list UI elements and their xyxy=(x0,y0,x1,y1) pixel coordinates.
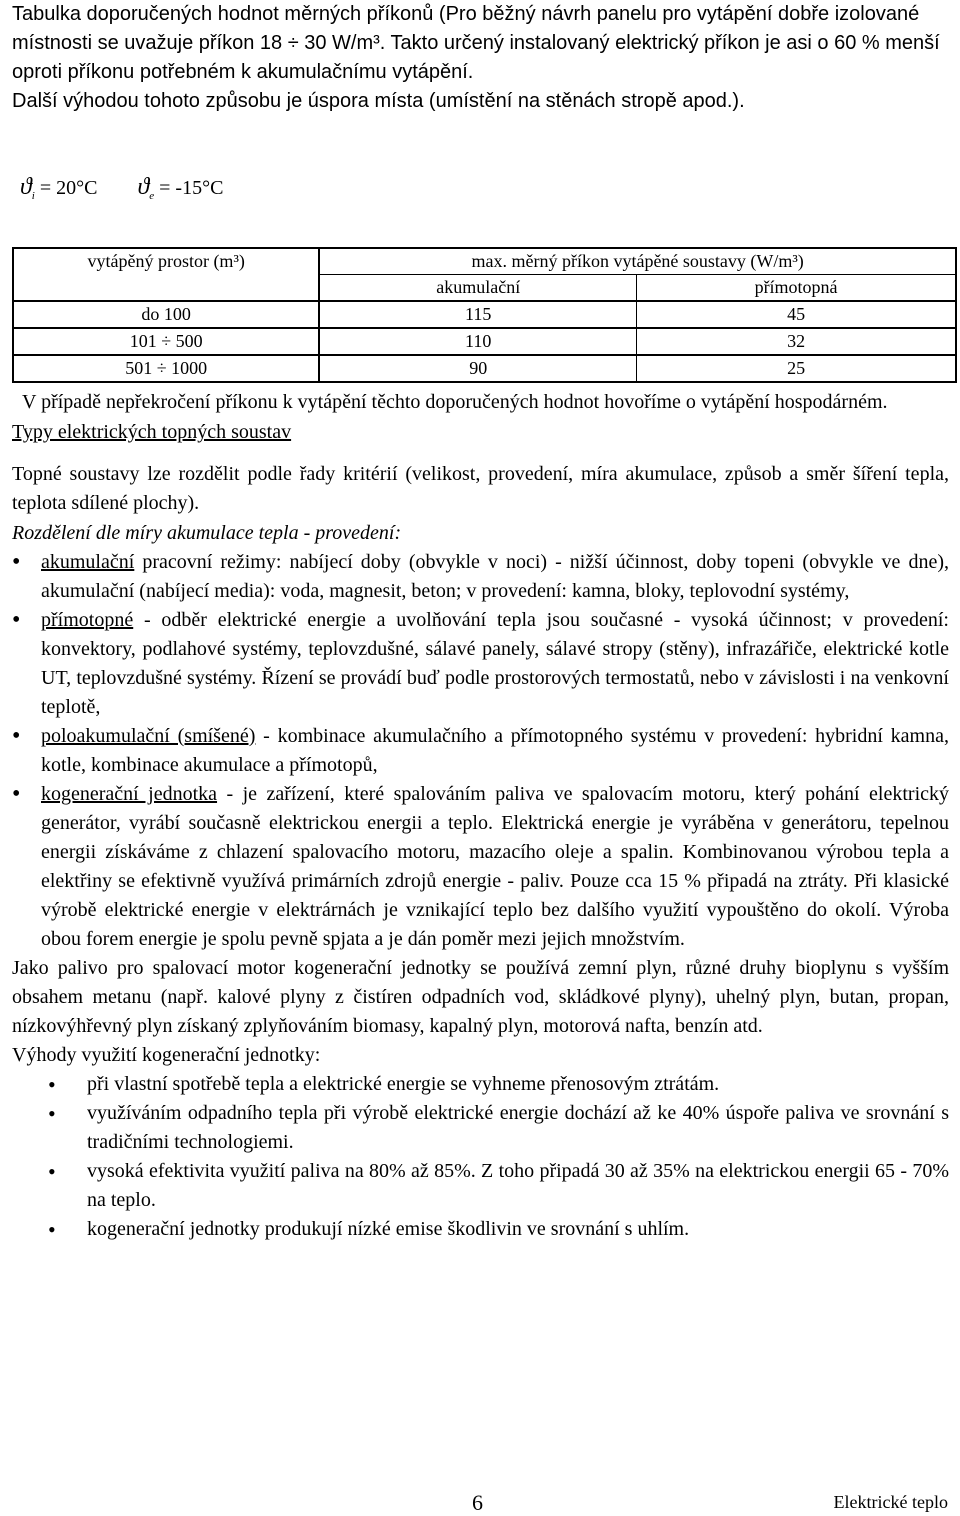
list-item xyxy=(12,606,949,722)
table-cell-space: do 100 xyxy=(13,301,319,328)
main-body xyxy=(12,388,949,1244)
advantages-heading: Výhody využití kogenerační jednotky: xyxy=(12,1044,321,1066)
section-intro: Topné soustavy lze rozdělit podle řady kritérií (velikost, provedení, míra akumulace, způsob a směr šíření tepla, teplota sdílené plochy). xyxy=(12,463,949,514)
list-item-text: - je zařízení, které spalováním paliva ve spalovacím motoru, který pohání elektrický generátor, vyrábí současně elektrickou energii a teplo. Elektrická energie je vyráběna v generátoru, tepelnou energii získáváme z chlazení spalovacího motoru, mazacího oleje a spalin. Kombinovanou výrobou tepla a elektřiny se efektivně využívá primárních zdrojů energie - paliv. Pouze cca 15 % připadá na ztráty. Při klasické výrobě elektrické energie v elektrárnách je vznikající teplo bez dalšího využití vypouštěno do okolí. Výroba obou forem energie je spolu pevně spjata a je dán poměr mezi jejich množstvím. xyxy=(41,783,949,950)
list-item: • vysoká efektivita využití paliva na 80% až 85%. Z toho připadá 30 až 35% na elektrickou energii 65 - 70% na teplo. xyxy=(12,1157,949,1215)
list-item-term: akumulační xyxy=(41,551,135,573)
after-table-paragraph: V případě nepřekročení příkonu k vytápění těchto doporučených hodnot hovoříme o vytápění hospodárném. xyxy=(22,391,888,413)
table-subheader-akum: akumulační xyxy=(319,275,636,302)
table-header-power: max. měrný příkon vytápěné soustavy (W/m³) xyxy=(319,248,956,275)
table-subheader-row xyxy=(13,275,956,302)
table-cell-prim: 45 xyxy=(637,301,956,328)
table-row xyxy=(13,355,956,382)
list-item-term: kogenerační jednotka xyxy=(41,783,218,805)
table-header-space: vytápěný prostor (m³) xyxy=(13,248,319,275)
list-item xyxy=(12,548,949,606)
theta-symbol-exterior: ϑ xyxy=(137,174,150,200)
exterior-subscript: e xyxy=(149,190,155,202)
table-cell-akum: 90 xyxy=(319,355,636,382)
list-item-term: poloakumulační (smíšené) xyxy=(41,725,256,747)
list-item: • kogenerační jednotky produkují nízké emise škodlivin ve srovnání s uhlím. xyxy=(12,1215,949,1244)
list-item: • při vlastní spotřebě tepla a elektrické energie se vyhneme přenosovým ztrátám. xyxy=(12,1070,949,1099)
theta-symbol-interior: ϑ xyxy=(20,174,32,200)
list-item-text: pracovní režimy: nabíjecí doby (obvykle v noci) - nižší účinnost, doby topeni (obvykle ve dne), akumulační (nabíjecí media): voda, magnesit, beton; v provedení: kamna, bloky, teplovodní systémy, xyxy=(41,551,949,602)
power-table xyxy=(12,247,957,383)
table-cell-prim: 25 xyxy=(637,355,956,382)
list-item xyxy=(12,722,949,780)
list-item-text: - odběr elektrické energie a uvolňování tepla jsou současné - vysoká účinnost; v provedení: konvektory, podlahové systémy, teplovzdušné, sálavé panely, sálavé stropy (stěny), infrazářiče, elektrické kotle UT, teplovzdušné systémy. Řízení se provádí buď podle prostorových termostatů, nebo v závislosti i na venkovní teplotě, xyxy=(41,609,949,718)
table-row xyxy=(13,301,956,328)
list-item: • využíváním odpadního tepla při výrobě elektrické energie dochází až ke 40% úspoře paliva ve srovnání s tradičními technologiemi. xyxy=(12,1099,949,1157)
exterior-temperature: = -15°C xyxy=(159,177,224,199)
fuel-paragraph: Jako palivo pro spalovací motor kogenerační jednotky se používá zemní plyn, různé druhy bioplynu s vyšším obsahem metanu (např. kalové plyny z čistíren odpadních vod, skládkové plyny), uhelný plyn, butan, propan, nízkovýhřevný plyn získaný zplyňováním biomasy, kapalný plyn, motorová nafta, benzín atd. xyxy=(12,957,949,1037)
table-cell-akum: 110 xyxy=(319,328,636,355)
table-row xyxy=(13,328,956,355)
intro-text xyxy=(12,0,947,116)
temperature-conditions xyxy=(20,174,223,202)
intro-paragraph-1: Tabulka doporučených hodnot měrných příkonů (Pro běžný návrh panelu pro vytápění dobře izolované místnosti se uvažuje příkon 18 ÷ 30 W/m³. Takto určený instalovaný elektrický příkon je asi o 60 % menší oproti příkonu potřebném k akumulačnímu vytápění. xyxy=(12,3,940,83)
subheading: Rozdělení dle míry akumulace tepla - provedení: xyxy=(12,522,402,544)
table-cell-space: 101 ÷ 500 xyxy=(13,328,319,355)
table-cell-space: 501 ÷ 1000 xyxy=(13,355,319,382)
interior-temperature: = 20°C xyxy=(39,177,98,199)
list-item-text: - kombinace akumulačního a přímotopného systému v provedení: hybridní kamna, kotle, kombinace akumulace a přímotopů, xyxy=(41,725,949,776)
interior-subscript: i xyxy=(31,190,35,202)
table-subheader-prim: přímotopná xyxy=(637,275,956,302)
list-item-term: přímotopné xyxy=(41,609,134,631)
advantages-list xyxy=(12,1070,949,1244)
list-item xyxy=(12,780,949,954)
accumulation-types-list xyxy=(12,548,949,954)
table-cell-akum: 115 xyxy=(319,301,636,328)
table-cell-prim: 32 xyxy=(637,328,956,355)
table-header-row xyxy=(13,248,956,275)
footer-title: Elektrické teplo xyxy=(833,1492,948,1512)
page-number: 6 xyxy=(472,1490,483,1515)
intro-paragraph-2: Další výhodou tohoto způsobu je úspora místa (umístění na stěnách stropě apod.). xyxy=(12,90,745,112)
section-title: Typy elektrických topných soustav xyxy=(12,421,292,443)
